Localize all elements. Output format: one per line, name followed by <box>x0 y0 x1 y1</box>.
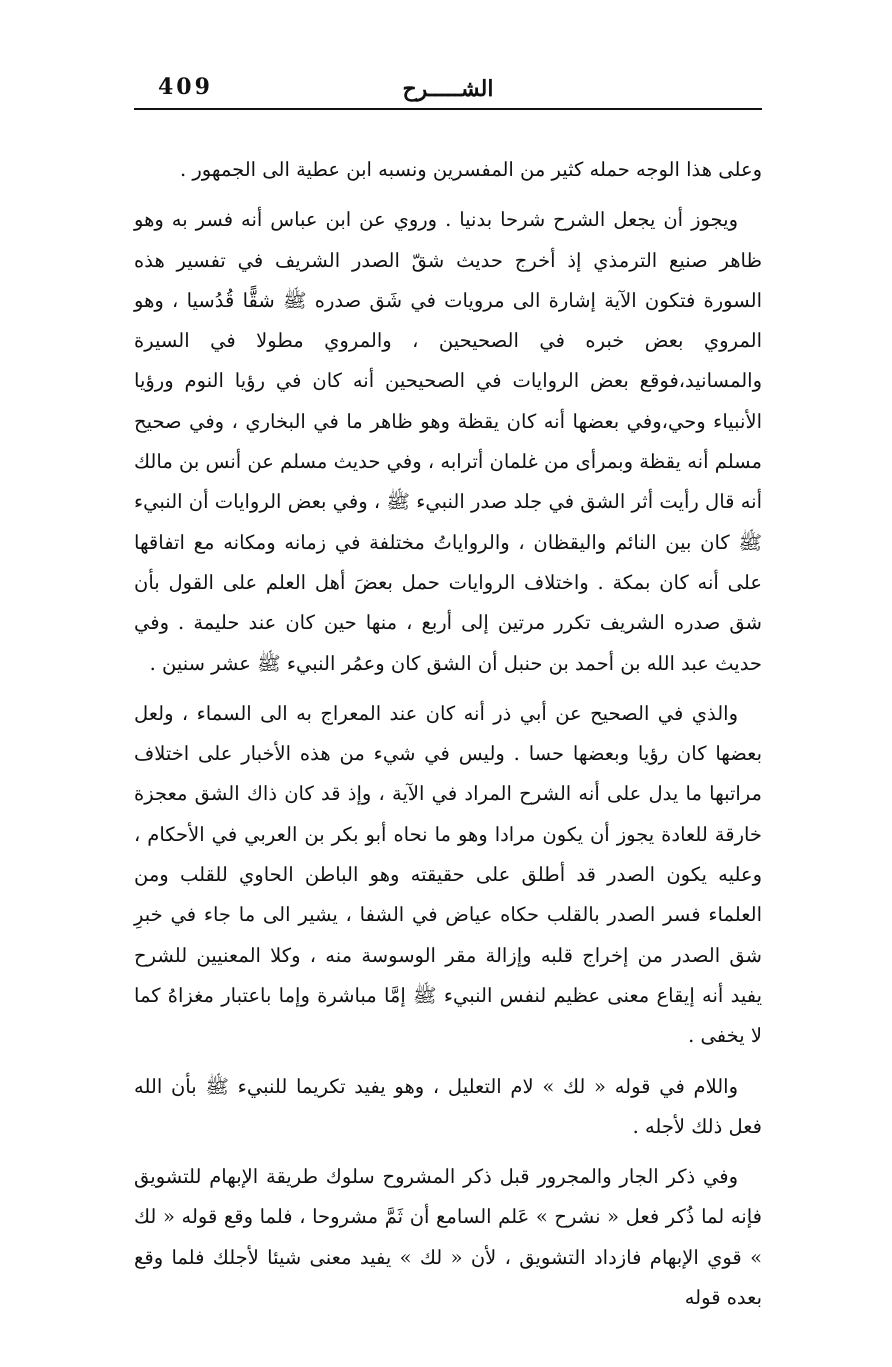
paragraph-1: وعلى هذا الوجه حمله كثير من المفسرين ونسبه ابن عطية الى الجمهور . <box>179 158 762 181</box>
body-text <box>134 150 762 1318</box>
running-title: الشـــــرح <box>402 76 494 102</box>
paragraph-3: والذي في الصحيح عن أبي ذر أنه كان عند المعراج به الى السماء ، ولعل بعضها كان رؤيا وبعضها حسا . وليس في شيء من هذه الأخبار على اختلاف مراتبها ما يدل على أنه الشرح المراد في الآية ، وإذ قد كان ذاك الشق معجزة خارقة للعادة يجوز أن يكون مرادا وهو ما نحاه أبو بكر بن العربي في الأحكام ، وعليه يكون الصدر قد أطلق على حقيقته وهو الباطن الحاوي للقلب ومن العلماء فسر الصدر بالقلب حكاه عياض في الشفا ، يشير الى ما جاء في خبرِ شق الصدر من إخراج قلبه وإزالة مقر الوسوسة منه ، وكلا المعنيين للشرح يفيد أنه إيقاع معنى عظيم لنفس النبيء ﷺ إمَّا مباشرة وإما باعتبار مغزاهُ كما لا يخفى . <box>134 701 762 1048</box>
paragraph-4: واللام في قوله « لك » لام التعليل ، وهو يفيد تكريما للنبيء ﷺ بأن الله فعل ذلك لأجله . <box>134 1074 762 1138</box>
header-divider <box>134 108 762 110</box>
paragraph-5: وفي ذكر الجار والمجرور قبل ذكر المشروح سلوك طريقة الإبهام للتشويق فإنه لما ذُكر فعل « نشرح » عَلم السامع أن ثَمَّ مشروحا ، فلما وقع قوله « لك » قوي الإبهام فازداد التشويق ، لأن « لك » يفيد معنى شيئا لأجلك فلما وقع بعده قوله <box>134 1165 762 1310</box>
paragraph-2: ويجوز أن يجعل الشرح شرحا بدنيا . وروي عن ابن عباس أنه فسر به وهو ظاهر صنيع الترمذي إذ أخرج حديث شقّ الصدر الشريف في تفسير هذه السورة فتكون الآية إشارة الى مرويات في شَق صدره ﷺ شقًّا قُدُسيا ، وهو المروي بعض خبره في الصحيحين ، والمروي مطولا في السيرة والمسانيد،فوقع بعض الروايات في الصحيحين أنه كان في رؤيا النوم ورؤيا الأنبياء وحي،وفي بعضها أنه كان يقظة وهو ظاهر ما في البخاري ، وفي صحيح مسلم أنه يقظة وبمرأى من غلمان أترابه ، وفي حديث مسلم عن أنس بن مالك أنه قال رأيت أثر الشق في جلد صدر النبيء ﷺ ، وفي بعض الروايات أن النبيء ﷺ كان بين النائم واليقظان ، والرواياتُ مختلفة في زمانه ومكانه مع اتفاقها على أنه كان بمكة . واختلاف الروايات حمل بعضَ أهل العلم على القول بأن شق صدره الشريف تكرر مرتين إلى أربع ، منها حين كان عند حليمة . وفي حديث عبد الله بن أحمد بن حنبل أن الشق كان وعمُر النبيء ﷺ عشر سنين . <box>134 208 762 675</box>
page-header <box>134 70 762 110</box>
page-number: 409 <box>158 74 213 100</box>
